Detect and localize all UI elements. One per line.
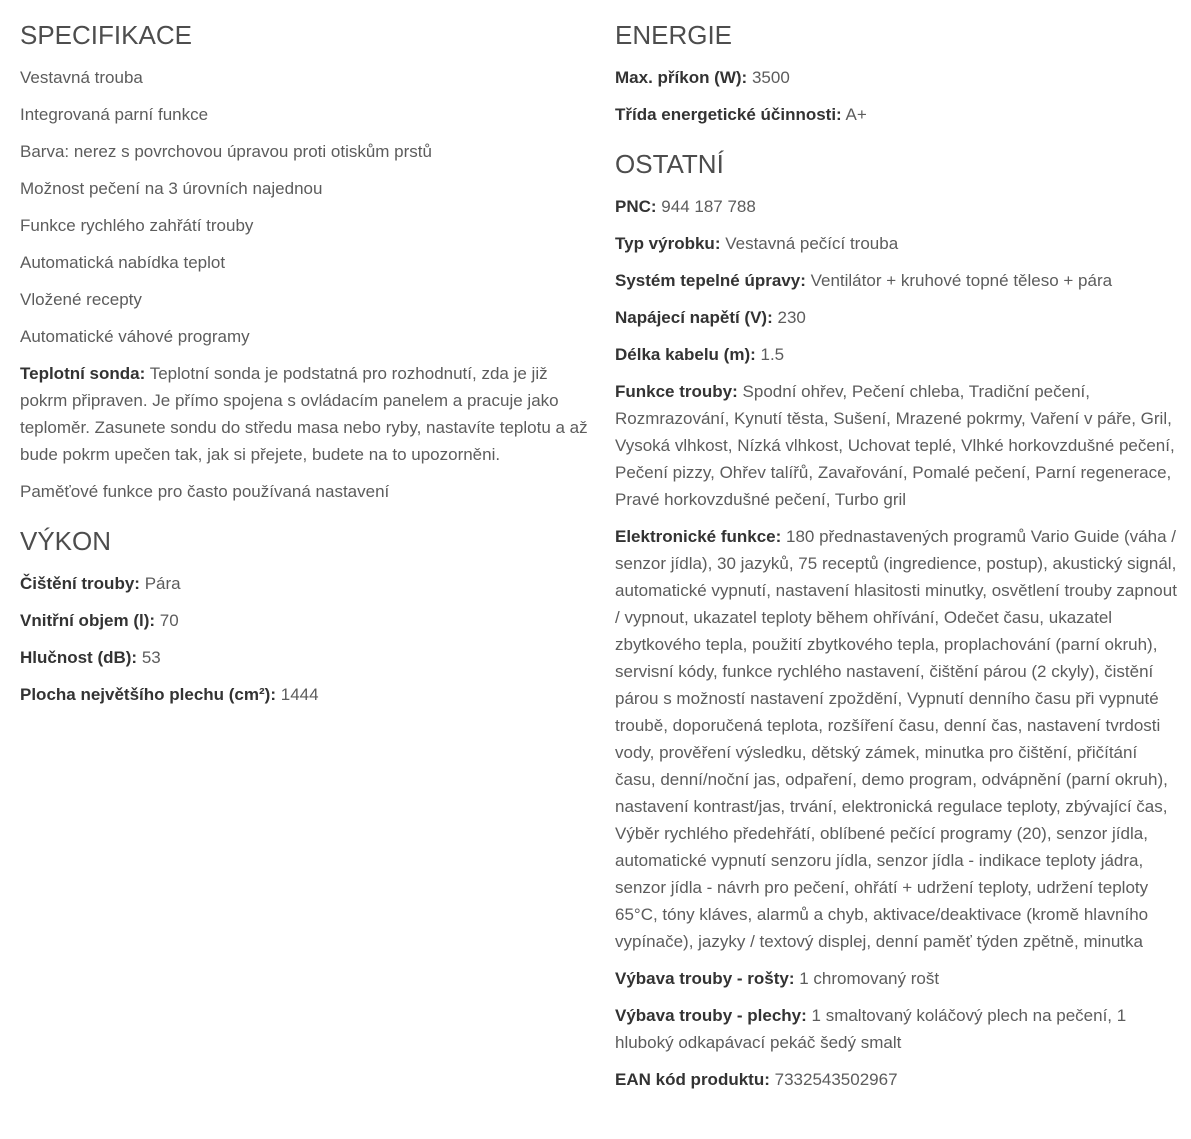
spec-item (20, 101, 595, 128)
spec-value: 7332543502967 (774, 1070, 898, 1089)
spec-item (20, 607, 595, 634)
spec-value: 53 (141, 648, 161, 667)
spec-item (615, 193, 1180, 220)
spec-value: Spodní ohřev, Pečení chleba, Tradiční pečení, Rozmrazování, Kynutí těsta, Sušení, Mrazené pokrmy, Vaření v páře, Gril, Vysoká vlhkost, Nízká vlhkost, Uchovat teplé, Vlhké horkovzdušné pečení, Pečení pizzy, Ohřev talířů, Zavařování, Pomalé pečení, Parní regenerace, Pravé horkovzdušné pečení, Turbo gril (615, 382, 1175, 509)
spec-value: 1 smaltovaný koláčový plech na pečení, 1 hluboký odkapávací pekáč šedý smalt (615, 1006, 1127, 1052)
spec-item (20, 64, 595, 91)
spec-value: Barva: nerez s povrchovou úpravou proti otiskům prstů (20, 142, 432, 161)
spec-label: Plocha největšího plechu (cm²): (20, 685, 276, 704)
spec-value: 230 (777, 308, 806, 327)
spec-value: Automatická nabídka teplot (20, 253, 226, 272)
section-title-specifikace: SPECIFIKACE (20, 20, 192, 50)
spec-value: Ventilátor + kruhové topné těleso + pára (810, 271, 1113, 290)
spec-item (615, 304, 1180, 331)
spec-item (615, 1066, 1180, 1093)
spec-item (615, 64, 1180, 91)
spec-item (20, 644, 595, 671)
spec-label: PNC: (615, 197, 657, 216)
spec-label: Vnitřní objem (l): (20, 611, 156, 630)
spec-item (615, 101, 1180, 128)
spec-label: Napájecí napětí (V): (615, 308, 773, 327)
spec-label: Hlučnost (dB): (20, 648, 138, 667)
spec-item (615, 965, 1180, 992)
spec-value: 1444 (280, 685, 319, 704)
spec-value: Teplotní sonda je podstatná pro rozhodnutí, zda je již pokrm připraven. Je přímo spojena s ovládacím panelem a pracuje jako teploměr. Zasunete sondu do středu masa nebo ryby, nastavíte teplotu a až bude pokrm upečen tak, jak si přejete, budete na to upozorněni. (20, 364, 588, 464)
spec-label: Typ výrobku: (615, 234, 721, 253)
right-column (615, 20, 1180, 1103)
spec-value: 1.5 (760, 345, 785, 364)
spec-value: Vestavná pečící trouba (725, 234, 899, 253)
spec-value: Funkce rychlého zahřátí trouby (20, 216, 254, 235)
spec-label: Čištění trouby: (20, 574, 140, 593)
spec-item (20, 360, 595, 468)
spec-value: Integrovaná parní funkce (20, 105, 209, 124)
spec-label: Výbava trouby - rošty: (615, 969, 795, 988)
spec-value: Vložené recepty (20, 290, 142, 309)
spec-label: Teplotní sonda: (20, 364, 146, 383)
spec-item (20, 570, 595, 597)
spec-value: Pára (144, 574, 181, 593)
spec-item (615, 341, 1180, 368)
spec-item (20, 286, 595, 313)
section-title-vykon: VÝKON (20, 526, 112, 556)
spec-value: 3500 (751, 68, 790, 87)
spec-item (20, 249, 595, 276)
spec-item (615, 378, 1180, 513)
spec-item (20, 323, 595, 350)
spec-item (20, 212, 595, 239)
spec-value: 180 přednastavených programů Vario Guide (váha / senzor jídla), 30 jazyků, 75 receptů (ingredience, postup), akustický signál, automatické vypnutí, nastavení hlasitosti minutky, osvětlení trouby zapnout / vypnout, ukazatel teploty během ohřívání, Odečet času, ukazatel zbytkového tepla, použití zbytkového tepla, proplachování (parní okruh), servisní kódy, funkce rychlého nastavení, čištění párou (2 ckyly), čistění párou s možností nastavení zpoždění, Vypnutí denního času při vypnuté troubě, doporučená teplota, rozšíření času, denní čas, nastavení tvrdosti vody, prověření výsledku, dětský zámek, minutka pro čištění, přičítání času, denní/noční jas, odpaření, demo program, odvápnění (parní okruh), nastavení kontrast/jas, trvání, elektronická regulace teploty, zbývající čas, Výběr rychlého předehřátí, oblíbené pečící programy (20), senzor jídla, automatické vypnutí senzoru jídla, senzor jídla - indikace teploty jádra, senzor jídla - návrh pro pečení, ohřátí + udržení teploty, udržení teploty 65°C, tóny kláves, alarmů a chyb, aktivace/deaktivace (kromě hlavního vypínače), jazyky / textový displej, denní paměť týden zpětně, minutka (615, 527, 1177, 951)
section-title-energie: ENERGIE (615, 20, 733, 50)
spec-value: A+ (845, 105, 867, 124)
spec-item (20, 138, 595, 165)
section-title-ostatni: OSTATNÍ (615, 149, 724, 179)
spec-value: Paměťové funkce pro často používaná nastavení (20, 482, 390, 501)
spec-label: Funkce trouby: (615, 382, 738, 401)
spec-label: EAN kód produktu: (615, 1070, 770, 1089)
spec-item (615, 230, 1180, 257)
spec-label: Délka kabelu (m): (615, 345, 756, 364)
section-specifikace (20, 20, 595, 505)
spec-label: Max. příkon (W): (615, 68, 748, 87)
spec-label: Systém tepelné úpravy: (615, 271, 806, 290)
section-ostatni (615, 149, 1180, 1093)
spec-label: Elektronické funkce: (615, 527, 782, 546)
section-energie (615, 20, 1180, 128)
spec-item (20, 175, 595, 202)
section-vykon (20, 526, 595, 708)
spec-value: 944 187 788 (661, 197, 756, 216)
spec-item (615, 267, 1180, 294)
spec-label: Třída energetické účinnosti: (615, 105, 842, 124)
spec-item (615, 523, 1180, 955)
spec-item (615, 1002, 1180, 1056)
spec-value: Vestavná trouba (20, 68, 143, 87)
spec-item (20, 478, 595, 505)
spec-value: 70 (159, 611, 179, 630)
spec-value: 1 chromovaný rošt (799, 969, 940, 988)
spec-label: Výbava trouby - plechy: (615, 1006, 807, 1025)
spec-value: Možnost pečení na 3 úrovních najednou (20, 179, 323, 198)
left-column (20, 20, 595, 718)
spec-item (20, 681, 595, 708)
spec-value: Automatické váhové programy (20, 327, 250, 346)
